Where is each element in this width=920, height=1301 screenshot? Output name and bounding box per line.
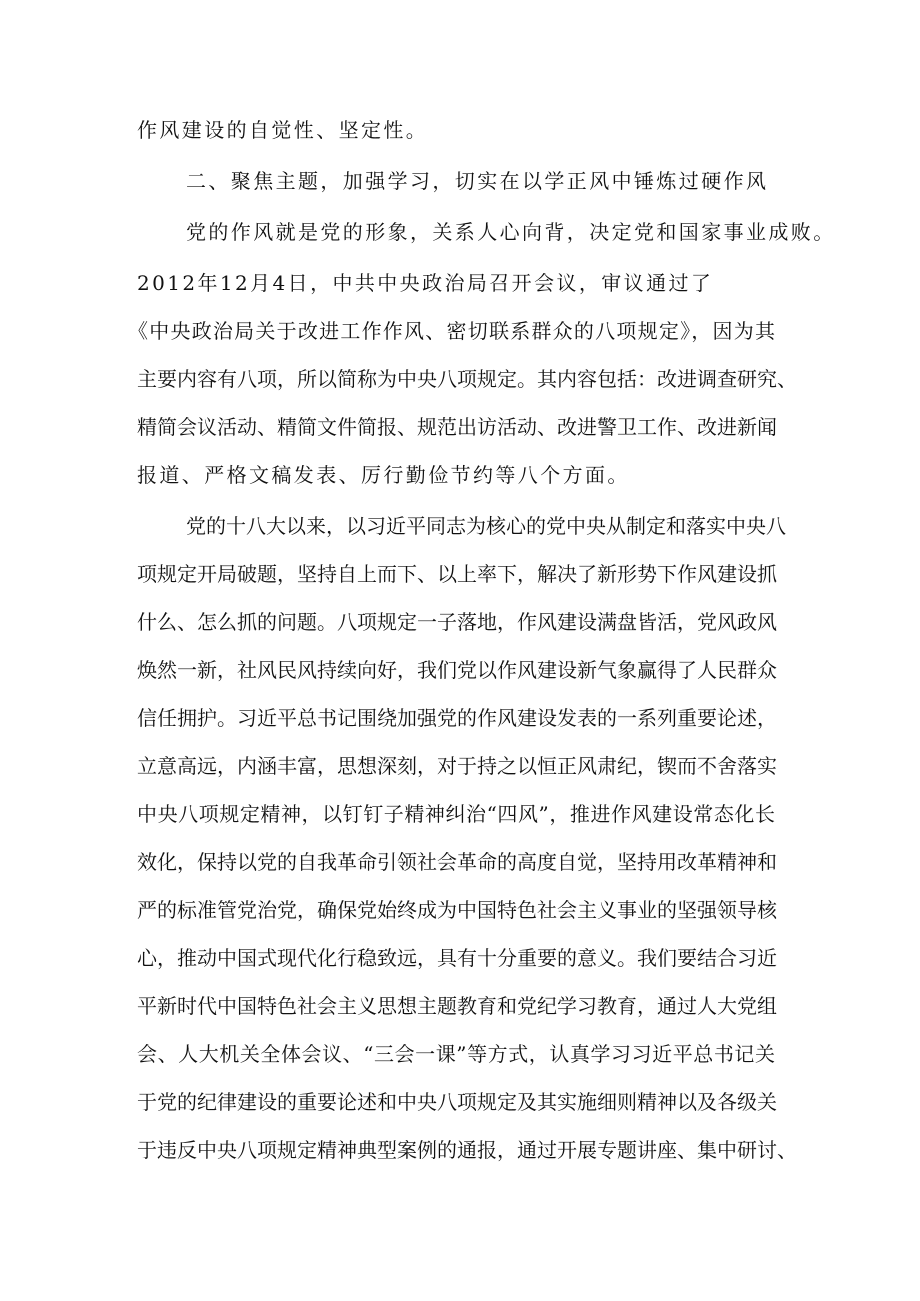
paragraph-line: 精简会议活动、精简文件简报、规范出访活动、改进警卫工作、改进新闻 [137, 415, 777, 439]
paragraph-line: 党的作风就是党的形象，关系人心向背，决定党和国家事业成败。 [186, 220, 836, 244]
paragraph-line: 于违反中央八项规定精神典型案例的通报，通过开展专题讲座、集中研讨、 [137, 1138, 797, 1162]
paragraph-line: 会、人大机关全体会议、“三会一课”等方式，认真学习习近平总书记关 [137, 1042, 775, 1066]
paragraph-line: 中央八项规定精神，以钉钉子精神纠治“四风”，推进作风建设常态化长 [137, 802, 775, 826]
paragraph-line: 信任拥护。习近平总书记围绕加强党的作风建设发表的一系列重要论述， [137, 706, 777, 730]
section-heading: 二、聚焦主题，加强学习，切实在以学正风中锤炼过硬作风 [186, 169, 769, 193]
paragraph-line: 什么、怎么抓的问题。八项规定一子落地，作风建设满盘皆活，党风政风 [137, 610, 777, 634]
paragraph-line: 于党的纪律建设的重要论述和中央八项规定及其实施细则精神以及各级关 [137, 1090, 777, 1114]
paragraph-line: 严的标准管党治党，确保党始终成为中国特色社会主义事业的坚强领导核 [137, 898, 777, 922]
paragraph-line: 党的十八大以来，以习近平同志为核心的党中央从制定和落实中央八 [186, 514, 786, 538]
paragraph-line: 立意高远，内涵丰富，思想深刻，对于持之以恒正风肃纪，锲而不舍落实 [137, 754, 777, 778]
paragraph-line: 心，推动中国式现代化行稳致远，具有十分重要的意义。我们要结合习近 [137, 946, 777, 970]
paragraph-line: 2012年12月4日，中共中央政治局召开会议，审议通过了 [137, 271, 714, 295]
paragraph-line: 作风建设的自觉性、坚定性。 [137, 118, 429, 142]
paragraph-line: 报道、严格文稿发表、厉行勤俭节约等八个方面。 [137, 463, 630, 487]
paragraph-line: 主要内容有八项，所以简称为中央八项规定。其内容包括：改进调查研究、 [137, 367, 797, 391]
paragraph-line: 项规定开局破题，坚持自上而下、以上率下，解决了新形势下作风建设抓 [137, 562, 777, 586]
paragraph-line: 《中央政治局关于改进工作作风、密切联系群众的八项规定》，因为其 [128, 319, 775, 343]
paragraph-line: 焕然一新，社风民风持续向好，我们党以作风建设新气象赢得了人民群众 [137, 658, 777, 682]
paragraph-line: 平新时代中国特色社会主义思想主题教育和党纪学习教育，通过人大党组 [137, 994, 777, 1018]
paragraph-line: 效化，保持以党的自我革命引领社会革命的高度自觉，坚持用改革精神和 [137, 850, 777, 874]
